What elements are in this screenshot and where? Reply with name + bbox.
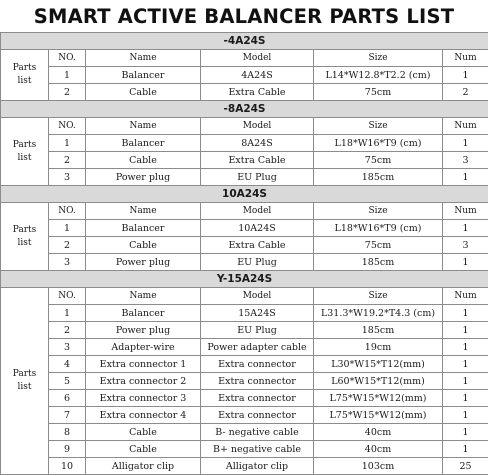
cell-num: 3 xyxy=(443,152,488,169)
parts-label-line2: list xyxy=(1,381,48,394)
cell-model: 15A24S xyxy=(201,305,314,322)
table-row xyxy=(1,84,488,101)
cell-model: Power adapter cable xyxy=(201,339,314,356)
cell-size: L18*W16*T9 (cm) xyxy=(314,135,443,152)
cell-no: 3 xyxy=(49,169,86,186)
document-title: SMART ACTIVE BALANCER PARTS LIST xyxy=(0,0,488,32)
cell-no: 1 xyxy=(49,305,86,322)
column-header-size: Size xyxy=(314,118,443,135)
parts-label-line2: list xyxy=(1,75,48,88)
cell-name: Cable xyxy=(86,84,201,101)
cell-size: L30*W15*T12(mm) xyxy=(314,356,443,373)
cell-model: Extra Cable xyxy=(201,237,314,254)
cell-size: 185cm xyxy=(314,254,443,271)
table-row xyxy=(1,458,488,475)
parts-list-label xyxy=(1,288,49,475)
table-row xyxy=(1,67,488,84)
cell-no: 1 xyxy=(49,220,86,237)
cell-name: Cable xyxy=(86,152,201,169)
parts-list-label xyxy=(1,118,49,186)
cell-model: Alligator clip xyxy=(201,458,314,475)
column-header-no: NO. xyxy=(49,118,86,135)
cell-name: Balancer xyxy=(86,305,201,322)
cell-size: 103cm xyxy=(314,458,443,475)
cell-no: 6 xyxy=(49,390,86,407)
cell-num: 1 xyxy=(443,407,488,424)
cell-num: 3 xyxy=(443,237,488,254)
column-header-no: NO. xyxy=(49,50,86,67)
column-header-name: Name xyxy=(86,118,201,135)
cell-no: 4 xyxy=(49,356,86,373)
column-header-row xyxy=(1,288,488,305)
column-header-name: Name xyxy=(86,288,201,305)
cell-name: Balancer xyxy=(86,220,201,237)
column-header-row xyxy=(1,50,488,67)
cell-size: 185cm xyxy=(314,322,443,339)
column-header-no: NO. xyxy=(49,288,86,305)
cell-size: L60*W15*T12(mm) xyxy=(314,373,443,390)
cell-num: 1 xyxy=(443,373,488,390)
cell-no: 2 xyxy=(49,322,86,339)
cell-num: 1 xyxy=(443,356,488,373)
column-header-model: Model xyxy=(201,288,314,305)
parts-label-line1: Parts xyxy=(1,224,48,237)
section-header-row xyxy=(1,186,488,203)
cell-num: 1 xyxy=(443,254,488,271)
cell-num: 2 xyxy=(443,84,488,101)
cell-no: 8 xyxy=(49,424,86,441)
parts-label-line1: Parts xyxy=(1,139,48,152)
table-row xyxy=(1,441,488,458)
cell-model: EU Plug xyxy=(201,169,314,186)
cell-no: 2 xyxy=(49,152,86,169)
cell-size: L14*W12.8*T2.2 (cm) xyxy=(314,67,443,84)
cell-no: 5 xyxy=(49,373,86,390)
table-row xyxy=(1,169,488,186)
table-row xyxy=(1,237,488,254)
cell-no: 7 xyxy=(49,407,86,424)
column-header-num: Num xyxy=(443,50,488,67)
cell-name: Alligator clip xyxy=(86,458,201,475)
cell-name: Cable xyxy=(86,441,201,458)
cell-no: 1 xyxy=(49,135,86,152)
cell-model: Extra connector xyxy=(201,407,314,424)
cell-num: 1 xyxy=(443,305,488,322)
cell-model: B+ negative cable xyxy=(201,441,314,458)
column-header-row xyxy=(1,118,488,135)
cell-model: B- negative cable xyxy=(201,424,314,441)
cell-name: Power plug xyxy=(86,254,201,271)
cell-size: L31.3*W19.2*T4.3 (cm) xyxy=(314,305,443,322)
cell-model: EU Plug xyxy=(201,254,314,271)
cell-no: 2 xyxy=(49,84,86,101)
section-header-row xyxy=(1,271,488,288)
cell-model: 10A24S xyxy=(201,220,314,237)
table-row xyxy=(1,305,488,322)
section-title: 10A24S xyxy=(1,186,488,203)
cell-name: Balancer xyxy=(86,67,201,84)
cell-model: Extra connector xyxy=(201,373,314,390)
cell-size: L75*W15*W12(mm) xyxy=(314,390,443,407)
cell-num: 1 xyxy=(443,220,488,237)
cell-num: 1 xyxy=(443,424,488,441)
cell-model: Extra connector xyxy=(201,356,314,373)
table-row xyxy=(1,373,488,390)
column-header-size: Size xyxy=(314,203,443,220)
cell-model: 4A24S xyxy=(201,67,314,84)
column-header-size: Size xyxy=(314,50,443,67)
section-title: -4A24S xyxy=(1,33,488,50)
cell-name: Extra connector 3 xyxy=(86,390,201,407)
table-row xyxy=(1,322,488,339)
cell-no: 2 xyxy=(49,237,86,254)
cell-name: Cable xyxy=(86,237,201,254)
cell-no: 9 xyxy=(49,441,86,458)
parts-list-label xyxy=(1,203,49,271)
cell-model: Extra Cable xyxy=(201,152,314,169)
section-title: -8A24S xyxy=(1,101,488,118)
table-row xyxy=(1,152,488,169)
cell-no: 3 xyxy=(49,339,86,356)
cell-name: Balancer xyxy=(86,135,201,152)
table-row xyxy=(1,339,488,356)
cell-name: Power plug xyxy=(86,169,201,186)
cell-model: Extra Cable xyxy=(201,84,314,101)
table-row xyxy=(1,356,488,373)
cell-name: Power plug xyxy=(86,322,201,339)
section-header-row xyxy=(1,33,488,50)
column-header-name: Name xyxy=(86,50,201,67)
parts-label-line2: list xyxy=(1,152,48,165)
column-header-model: Model xyxy=(201,50,314,67)
column-header-name: Name xyxy=(86,203,201,220)
cell-name: Extra connector 2 xyxy=(86,373,201,390)
cell-model: EU Plug xyxy=(201,322,314,339)
cell-size: L75*W15*W12(mm) xyxy=(314,407,443,424)
column-header-num: Num xyxy=(443,288,488,305)
cell-name: Extra connector 1 xyxy=(86,356,201,373)
cell-name: Adapter-wire xyxy=(86,339,201,356)
cell-no: 1 xyxy=(49,67,86,84)
parts-label-line1: Parts xyxy=(1,62,48,75)
parts-table xyxy=(0,32,488,475)
cell-name: Cable xyxy=(86,424,201,441)
column-header-row xyxy=(1,203,488,220)
column-header-model: Model xyxy=(201,118,314,135)
section-title: Y-15A24S xyxy=(1,271,488,288)
table-row xyxy=(1,390,488,407)
parts-label-line1: Parts xyxy=(1,368,48,381)
cell-num: 25 xyxy=(443,458,488,475)
column-header-num: Num xyxy=(443,203,488,220)
column-header-model: Model xyxy=(201,203,314,220)
cell-no: 10 xyxy=(49,458,86,475)
column-header-num: Num xyxy=(443,118,488,135)
parts-list-label xyxy=(1,50,49,101)
cell-size: 75cm xyxy=(314,84,443,101)
cell-num: 1 xyxy=(443,67,488,84)
cell-num: 1 xyxy=(443,390,488,407)
cell-size: 75cm xyxy=(314,152,443,169)
cell-size: 185cm xyxy=(314,169,443,186)
cell-size: 40cm xyxy=(314,424,443,441)
cell-num: 1 xyxy=(443,169,488,186)
table-row xyxy=(1,135,488,152)
cell-num: 1 xyxy=(443,441,488,458)
cell-size: 40cm xyxy=(314,441,443,458)
table-row xyxy=(1,254,488,271)
cell-model: Extra connector xyxy=(201,390,314,407)
cell-size: 19cm xyxy=(314,339,443,356)
column-header-no: NO. xyxy=(49,203,86,220)
cell-num: 1 xyxy=(443,322,488,339)
cell-num: 1 xyxy=(443,135,488,152)
column-header-size: Size xyxy=(314,288,443,305)
cell-model: 8A24S xyxy=(201,135,314,152)
cell-num: 1 xyxy=(443,339,488,356)
cell-size: 75cm xyxy=(314,237,443,254)
table-row xyxy=(1,407,488,424)
cell-name: Extra connector 4 xyxy=(86,407,201,424)
parts-label-line2: list xyxy=(1,237,48,250)
section-header-row xyxy=(1,101,488,118)
table-row xyxy=(1,220,488,237)
table-row xyxy=(1,424,488,441)
cell-size: L18*W16*T9 (cm) xyxy=(314,220,443,237)
cell-no: 3 xyxy=(49,254,86,271)
